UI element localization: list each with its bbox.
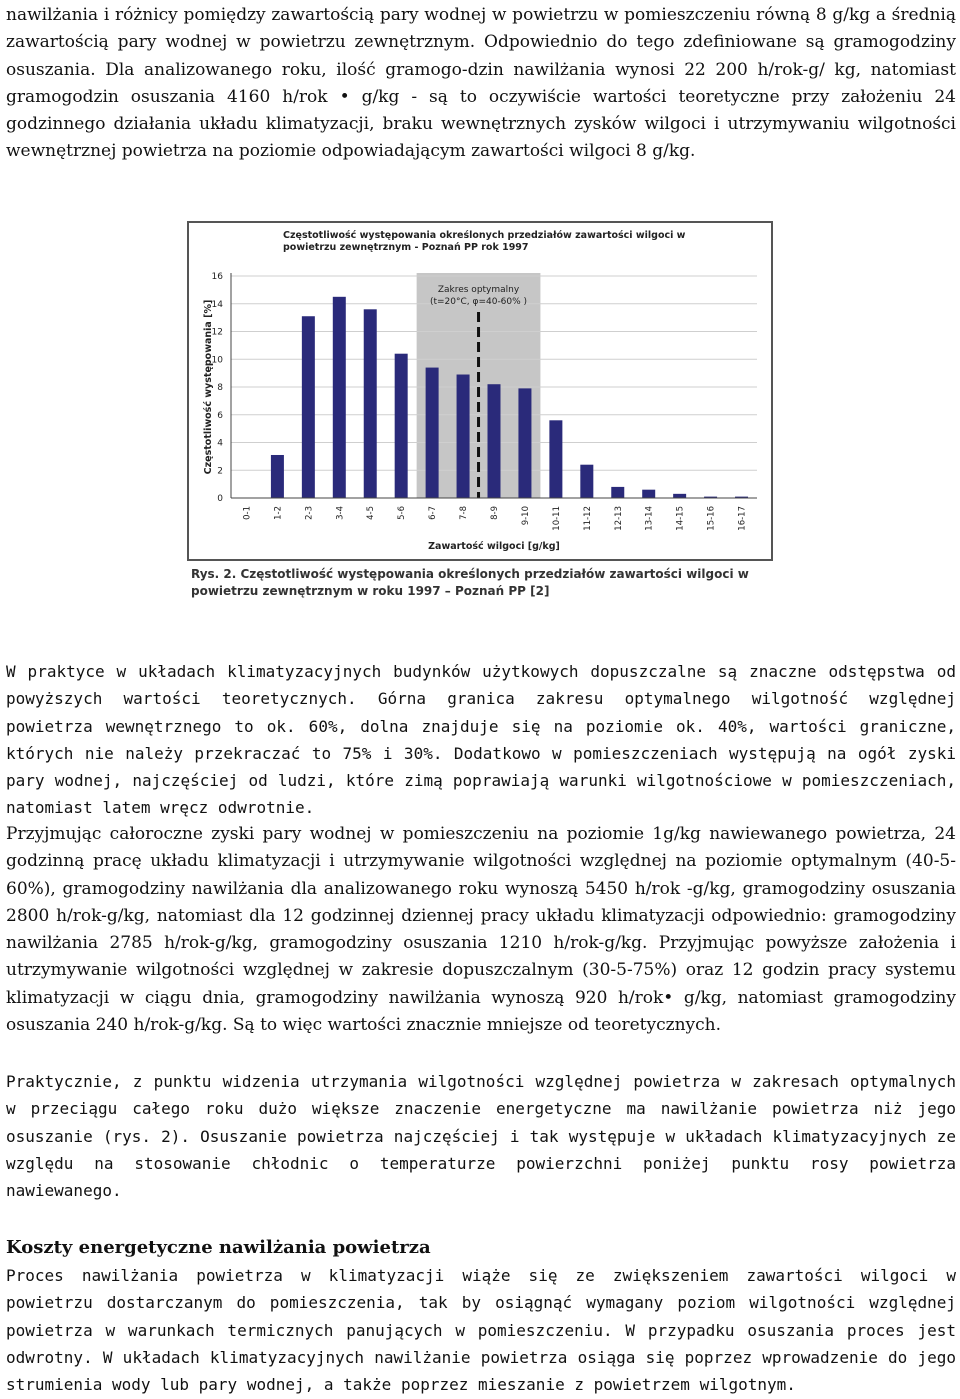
y-tick-label: 14 (211, 299, 223, 310)
y-tick-label: 12 (211, 327, 223, 338)
x-tick-label: 7-8 (459, 506, 470, 520)
x-axis-label: Zawartość wilgoci [g/kg] (428, 541, 560, 552)
chart-title-line: powietrzu zewnętrznym - Poznań PP rok 1997 (283, 242, 529, 253)
y-axis-label: Częstotliwość występowania [%] (203, 299, 214, 475)
x-tick-label: 5-6 (397, 506, 408, 520)
x-tick-label: 2-3 (304, 506, 315, 520)
x-tick-label: 16-17 (737, 506, 748, 531)
x-tick-label: 10-11 (551, 506, 562, 531)
bar (580, 465, 593, 498)
y-tick-label: 16 (211, 272, 223, 282)
x-tick-label: 4-5 (366, 506, 377, 520)
x-tick-label: 3-4 (335, 506, 346, 520)
humidity-frequency-chart (187, 221, 773, 561)
x-tick-label: 9-10 (520, 506, 531, 526)
optimal-range-condition: (t=20°C, φ=40-60% ) (429, 297, 528, 307)
x-tick-label: 1-2 (273, 506, 284, 520)
paragraph-4: Praktycznie, z punktu widzenia utrzymania wilgotności względnej powietrza w zakresach optymalnych w przeciągu całego roku dużo większe znaczenie energetyczne ma nawilżanie powietrza niż jego osuszanie (rys. 2). Osuszanie powietrza najczęściej i tak występuje w układach klimatyzacyjnych ze względu na stosowanie chłodnic o temperaturze powierzchni poniżej punktu rosy powietrza nawiewanego. (6, 1072, 956, 1201)
bar (518, 388, 531, 498)
bar (611, 487, 624, 498)
bar (488, 384, 501, 498)
section-heading: Koszty energetyczne nawilżania powietrza (6, 1237, 431, 1258)
paragraph-3: Przyjmując całoroczne zyski pary wodnej w pomieszczeniu na poziomie 1g/kg nawiewanego powietrza, 24 godzinną pracę układu klimatyzacji i utrzymywanie wilgotności względnej na poziomie optymalnym (40-5-60%), gramogodziny nawilżania dla analizowanego roku wynoszą 5450 h/rok -g/kg, gramogodziny osuszania 2800 h/rok-g/kg, natomiast dla 12 godzinnej dziennej pracy układu klimatyzacji odpowiednio: gramogodziny nawilżania 2785 h/rok-g/kg, gramogodziny osuszania 1210 h/rok-g/kg. Przyjmując powyższe założenia i utrzymywanie wilgotności względnej w zakresie dopuszczalnym (30-5-75%) oraz 12 godzin pracy systemu klimatyzacji w ciągu dnia, gramogodziny nawilżania wynoszą 920 h/rok• g/kg, natomiast gramogodziny osuszania 240 h/rok-g/kg. Są to więc wartości znacznie mniejsze od teoretycznych. (6, 824, 956, 1036)
y-tick-label: 0 (217, 494, 223, 504)
y-tick-label: 2 (217, 466, 223, 477)
bar (642, 490, 655, 498)
x-tick-label: 12-13 (613, 506, 624, 531)
bar (333, 297, 346, 498)
x-tick-label: 0-1 (242, 506, 253, 520)
y-tick-label: 4 (217, 438, 223, 449)
x-tick-label: 8-9 (490, 506, 500, 520)
y-tick-label: 8 (217, 383, 223, 393)
x-tick-label: 15-16 (706, 506, 717, 531)
bar (549, 420, 562, 498)
y-tick-label: 6 (217, 410, 223, 421)
bar (673, 494, 686, 498)
optimal-range-label: Zakres optymalny (437, 285, 520, 295)
chart-title-line: Częstotliwość występowania określonych przedziałów zawartości wilgoci w (283, 230, 686, 241)
paragraph-1: nawilżania i różnicy pomiędzy zawartością pary wodnej w powietrzu w pomieszczeniu równą 8 g/kg a średnią zawartością pary wodnej w powietrzu zewnętrznym. Odpowiednio do tego zdefiniowane są gramogodziny osuszania. Dla analizowanego roku, ilość gramogo-dzin nawilżania wynosi 22 200 h/rok-g/ kg, natomiast gramogodzin osuszania 4160 h/rok • g/kg - są to oczywiście wartości teoretyczne przy założeniu 24 godzinnego działania układu klimatyzacji, braku wewnętrznych zysków wilgoci i utrzymywaniu wilgotności wewnętrznej powietrza na poziomie odpowiadającym zawartości wilgoci 8 g/kg. (6, 5, 956, 162)
x-tick-label: 13-14 (644, 506, 655, 531)
bar (395, 354, 408, 498)
paragraph-5: Proces nawilżania powietrza w klimatyzacji wiąże się ze zwiększeniem zawartości wilgoci w powietrzu dostarczanym do pomieszczenia, tak by osiągnąć wymagany poziom wilgotności względnej powietrza w warunkach termicznych panujących w pomieszczeniu. W przypadku osuszania proces jest odwrotny. W układach klimatyzacyjnych nawilżanie powietrza osiąga się poprzez wprowadzenie do jego strumienia wody lub pary wodnej, a także poprzez mieszanie z powietrzem wilgotnym. (6, 1266, 956, 1395)
bar (457, 375, 470, 498)
chart-title (283, 230, 686, 253)
bar (271, 455, 284, 498)
x-tick-label: 14-15 (675, 506, 686, 531)
x-tick-label: 6-7 (428, 506, 439, 520)
bar (364, 309, 377, 498)
y-tick-label: 10 (211, 355, 223, 366)
figure-caption: Rys. 2. Częstotliwość występowania określonych przedziałów zawartości wilgoci w powietrzu zewnętrznym w roku 1997 – Poznań PP [2] (191, 567, 749, 598)
paragraph-2: W praktyce w układach klimatyzacyjnych budynków użytkowych dopuszczalne są znaczne odstępstwa od powyższych wartości teoretycznych. Górna granica zakresu optymalnego wilgotność względnej powietrza wewnętrznego to ok. 60%, dolna znajduje się na poziomie ok. 40%, wartości graniczne, których nie należy przekraczać to 75% i 30%. Dodatkowo w pomieszczeniach występują na ogół zyski pary wodnej, najczęściej od ludzi, które zimą poprawiają warunki wilgotnościowe w pomieszczeniach, natomiast latem wręcz odwrotnie. (6, 662, 956, 818)
bar (426, 368, 439, 498)
x-tick-label: 11-12 (582, 506, 593, 531)
bar (302, 316, 315, 498)
